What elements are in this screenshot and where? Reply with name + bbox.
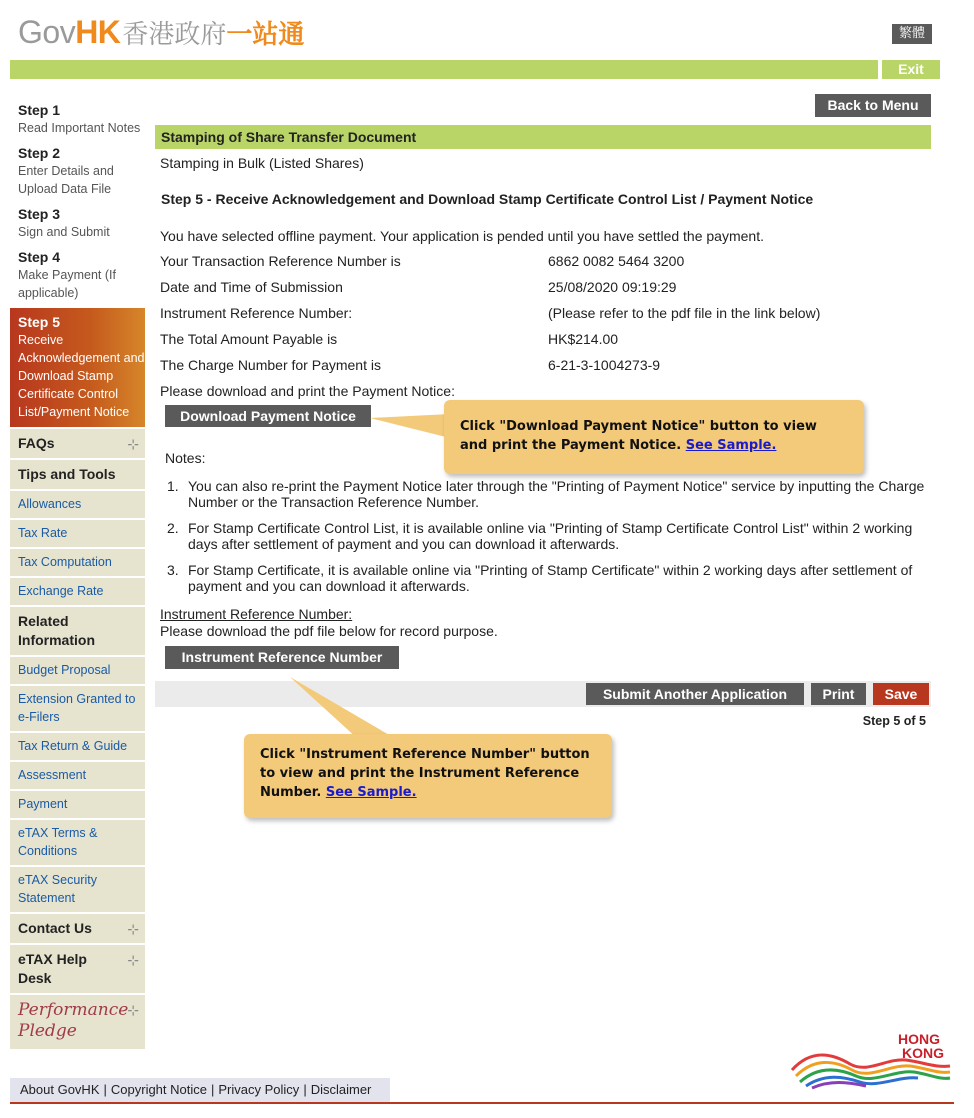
see-sample-link[interactable]: See Sample.: [325, 785, 417, 800]
sidebar-step-5-active: [10, 308, 145, 427]
expand-icon: ⊹: [127, 1002, 139, 1018]
note-number: 2.: [167, 520, 179, 536]
footer-divider: [10, 1102, 954, 1104]
exit-button[interactable]: Exit: [882, 60, 940, 79]
sidebar-link-payment[interactable]: Payment: [10, 789, 145, 818]
step-label: Make Payment (If applicable): [18, 268, 116, 300]
note-number: 1.: [167, 478, 179, 494]
sidebar-link-tax-rate[interactable]: Tax Rate: [10, 518, 145, 547]
step-label: Sign and Submit: [18, 225, 110, 239]
info-label: Date and Time of Submission: [160, 279, 343, 295]
sidebar-contact-us[interactable]: [10, 912, 145, 943]
info-label: Instrument Reference Number:: [160, 305, 353, 321]
note-item: [165, 520, 931, 552]
expand-icon: ⊹: [127, 436, 139, 452]
see-sample-link[interactable]: See Sample.: [685, 438, 777, 453]
header-bar: [10, 60, 878, 79]
action-bar: [155, 681, 931, 707]
note-text: For Stamp Certificate, it is available online via "Printing of Stamp Certificate" within 2 working days after settlement of payment and you can download it afterwards.: [188, 562, 913, 594]
sidebar-tips-tools: [10, 458, 145, 489]
step-title: Step 5 - Receive Acknowledgement and Download Stamp Certificate Control List / Payment Notice: [161, 191, 814, 207]
note-item: [165, 562, 931, 594]
sidebar-step-1: [10, 98, 145, 141]
sidebar-step-2: [10, 141, 145, 202]
language-toggle-button[interactable]: 繁體: [892, 24, 932, 44]
page-header: [0, 0, 974, 60]
sidebar-link-allowances[interactable]: Allowances: [10, 489, 145, 518]
sidebar-etax-help[interactable]: [10, 943, 145, 993]
info-label: The Total Amount Payable is: [160, 331, 338, 347]
step-label: Read Important Notes: [18, 121, 141, 135]
info-label: The Charge Number for Payment is: [160, 357, 381, 373]
callout-text: Click "Instrument Reference Number" button to view and print the Instrument Reference Number.: [260, 747, 590, 800]
download-prompt: Please download and print the Payment Notice:: [160, 383, 455, 399]
info-value: (Please refer to the pdf file in the link below): [548, 305, 821, 321]
callout-download-payment-notice: [444, 400, 864, 474]
download-payment-notice-button[interactable]: Download Payment Notice: [165, 405, 371, 427]
brand-hong-kong-logo: [790, 1030, 954, 1090]
sidebar-link-assessment[interactable]: Assessment: [10, 760, 145, 789]
section-subtitle: Stamping in Bulk (Listed Shares): [160, 155, 364, 171]
info-row-instrument-ref: [160, 305, 931, 325]
contact-us-label: Contact Us: [18, 920, 92, 936]
callout-instrument-reference: [244, 734, 612, 818]
instrument-ref-heading: Instrument Reference Number:: [160, 606, 353, 622]
footer-link-privacy[interactable]: Privacy Policy: [218, 1082, 300, 1097]
sidebar-link-tax-return[interactable]: Tax Return & Guide: [10, 731, 145, 760]
print-button[interactable]: Print: [811, 683, 866, 705]
expand-icon: ⊹: [127, 921, 139, 937]
info-row-charge-number: [160, 357, 931, 377]
callout-tail: [288, 675, 398, 741]
callout-text: Click "Download Payment Notice" button to view and print the Payment Notice.: [460, 419, 817, 453]
footer-link-disclaimer[interactable]: Disclaimer: [310, 1082, 372, 1097]
submit-another-application-button[interactable]: Submit Another Application: [586, 683, 804, 705]
step-counter: Step 5 of 5: [862, 714, 926, 728]
info-value: 6-21-3-1004273-9: [548, 357, 661, 373]
sidebar-related-info: [10, 605, 145, 655]
etax-help-label: eTAX Help Desk: [18, 951, 87, 986]
sidebar-link-etax-terms[interactable]: eTAX Terms & Conditions: [10, 818, 145, 865]
logo-chinese-text: 香港政府: [122, 20, 227, 50]
step-label: Receive Acknowledgement and Download Stamp Certificate Control List/Payment Notice: [18, 333, 145, 419]
note-item: [165, 478, 931, 510]
save-button[interactable]: Save: [873, 683, 929, 705]
sidebar: [10, 98, 145, 1049]
sidebar-link-tax-computation[interactable]: Tax Computation: [10, 547, 145, 576]
sidebar-performance-pledge[interactable]: [10, 993, 145, 1049]
hk-logo-line1: HONG: [898, 1031, 940, 1047]
step-number: Step 5: [18, 314, 61, 330]
instrument-reference-number-button[interactable]: Instrument Reference Number: [165, 646, 399, 669]
back-to-menu-button[interactable]: Back to Menu: [815, 94, 931, 117]
note-text: For Stamp Certificate Control List, it is available online via "Printing of Stamp Certificate Control List" within 2 working days after settlement of payment and you can download it afterwards.: [188, 520, 913, 552]
step-label: Enter Details and Upload Data File: [18, 164, 114, 196]
footer: About GovHK | Copyright Notice | Privacy Policy | Disclaimer: [10, 1078, 390, 1102]
offline-payment-message: You have selected offline payment. Your application is pended until you have settled the payment.: [160, 228, 764, 244]
sidebar-step-3: [10, 202, 145, 245]
notes-title: Notes:: [165, 450, 206, 466]
sidebar-faqs[interactable]: [10, 427, 145, 458]
footer-link-about[interactable]: About GovHK: [20, 1082, 100, 1097]
hk-logo-line2: KONG: [902, 1045, 944, 1061]
performance-pledge-label: Performance Pledge: [18, 1000, 129, 1041]
notes-list: [165, 478, 931, 604]
info-row-transaction-ref: [160, 253, 931, 273]
logo-hk-text: HK: [75, 14, 121, 50]
note-number: 3.: [167, 562, 179, 578]
section-title: Stamping of Share Transfer Document: [155, 125, 931, 149]
step-number: Step 3: [18, 206, 61, 222]
info-row-total-amount: [160, 331, 931, 351]
sidebar-link-etax-security[interactable]: eTAX Security Statement: [10, 865, 145, 912]
info-row-submission-time: [160, 279, 931, 299]
sidebar-link-extension[interactable]: Extension Granted to e-Filers: [10, 684, 145, 731]
sidebar-link-exchange-rate[interactable]: Exchange Rate: [10, 576, 145, 605]
logo-gov-text: Gov: [18, 14, 76, 50]
tips-tools-label: Tips and Tools: [18, 466, 116, 482]
sidebar-link-budget-proposal[interactable]: Budget Proposal: [10, 655, 145, 684]
logo-chinese-highlight: 一站通: [226, 20, 305, 50]
step-number: Step 2: [18, 145, 61, 161]
info-label: Your Transaction Reference Number is: [160, 253, 401, 269]
govhk-logo[interactable]: [18, 14, 304, 54]
instrument-ref-description: Please download the pdf file below for record purpose.: [160, 623, 498, 639]
related-info-label: Related Information: [18, 613, 95, 648]
step-number: Step 4: [18, 249, 61, 265]
footer-link-copyright[interactable]: Copyright Notice: [110, 1082, 207, 1097]
sidebar-step-4: [10, 245, 145, 306]
info-value: HK$214.00: [548, 331, 619, 347]
info-value: 25/08/2020 09:19:29: [548, 279, 677, 295]
faqs-label: FAQs: [18, 435, 55, 451]
info-value: 6862 0082 5464 3200: [548, 253, 685, 269]
step-number: Step 1: [18, 102, 61, 118]
expand-icon: ⊹: [127, 952, 139, 968]
note-text: You can also re-print the Payment Notice later through the "Printing of Payment Notice" service by inputting the Charge Number or the Transaction Reference Number.: [188, 478, 925, 510]
